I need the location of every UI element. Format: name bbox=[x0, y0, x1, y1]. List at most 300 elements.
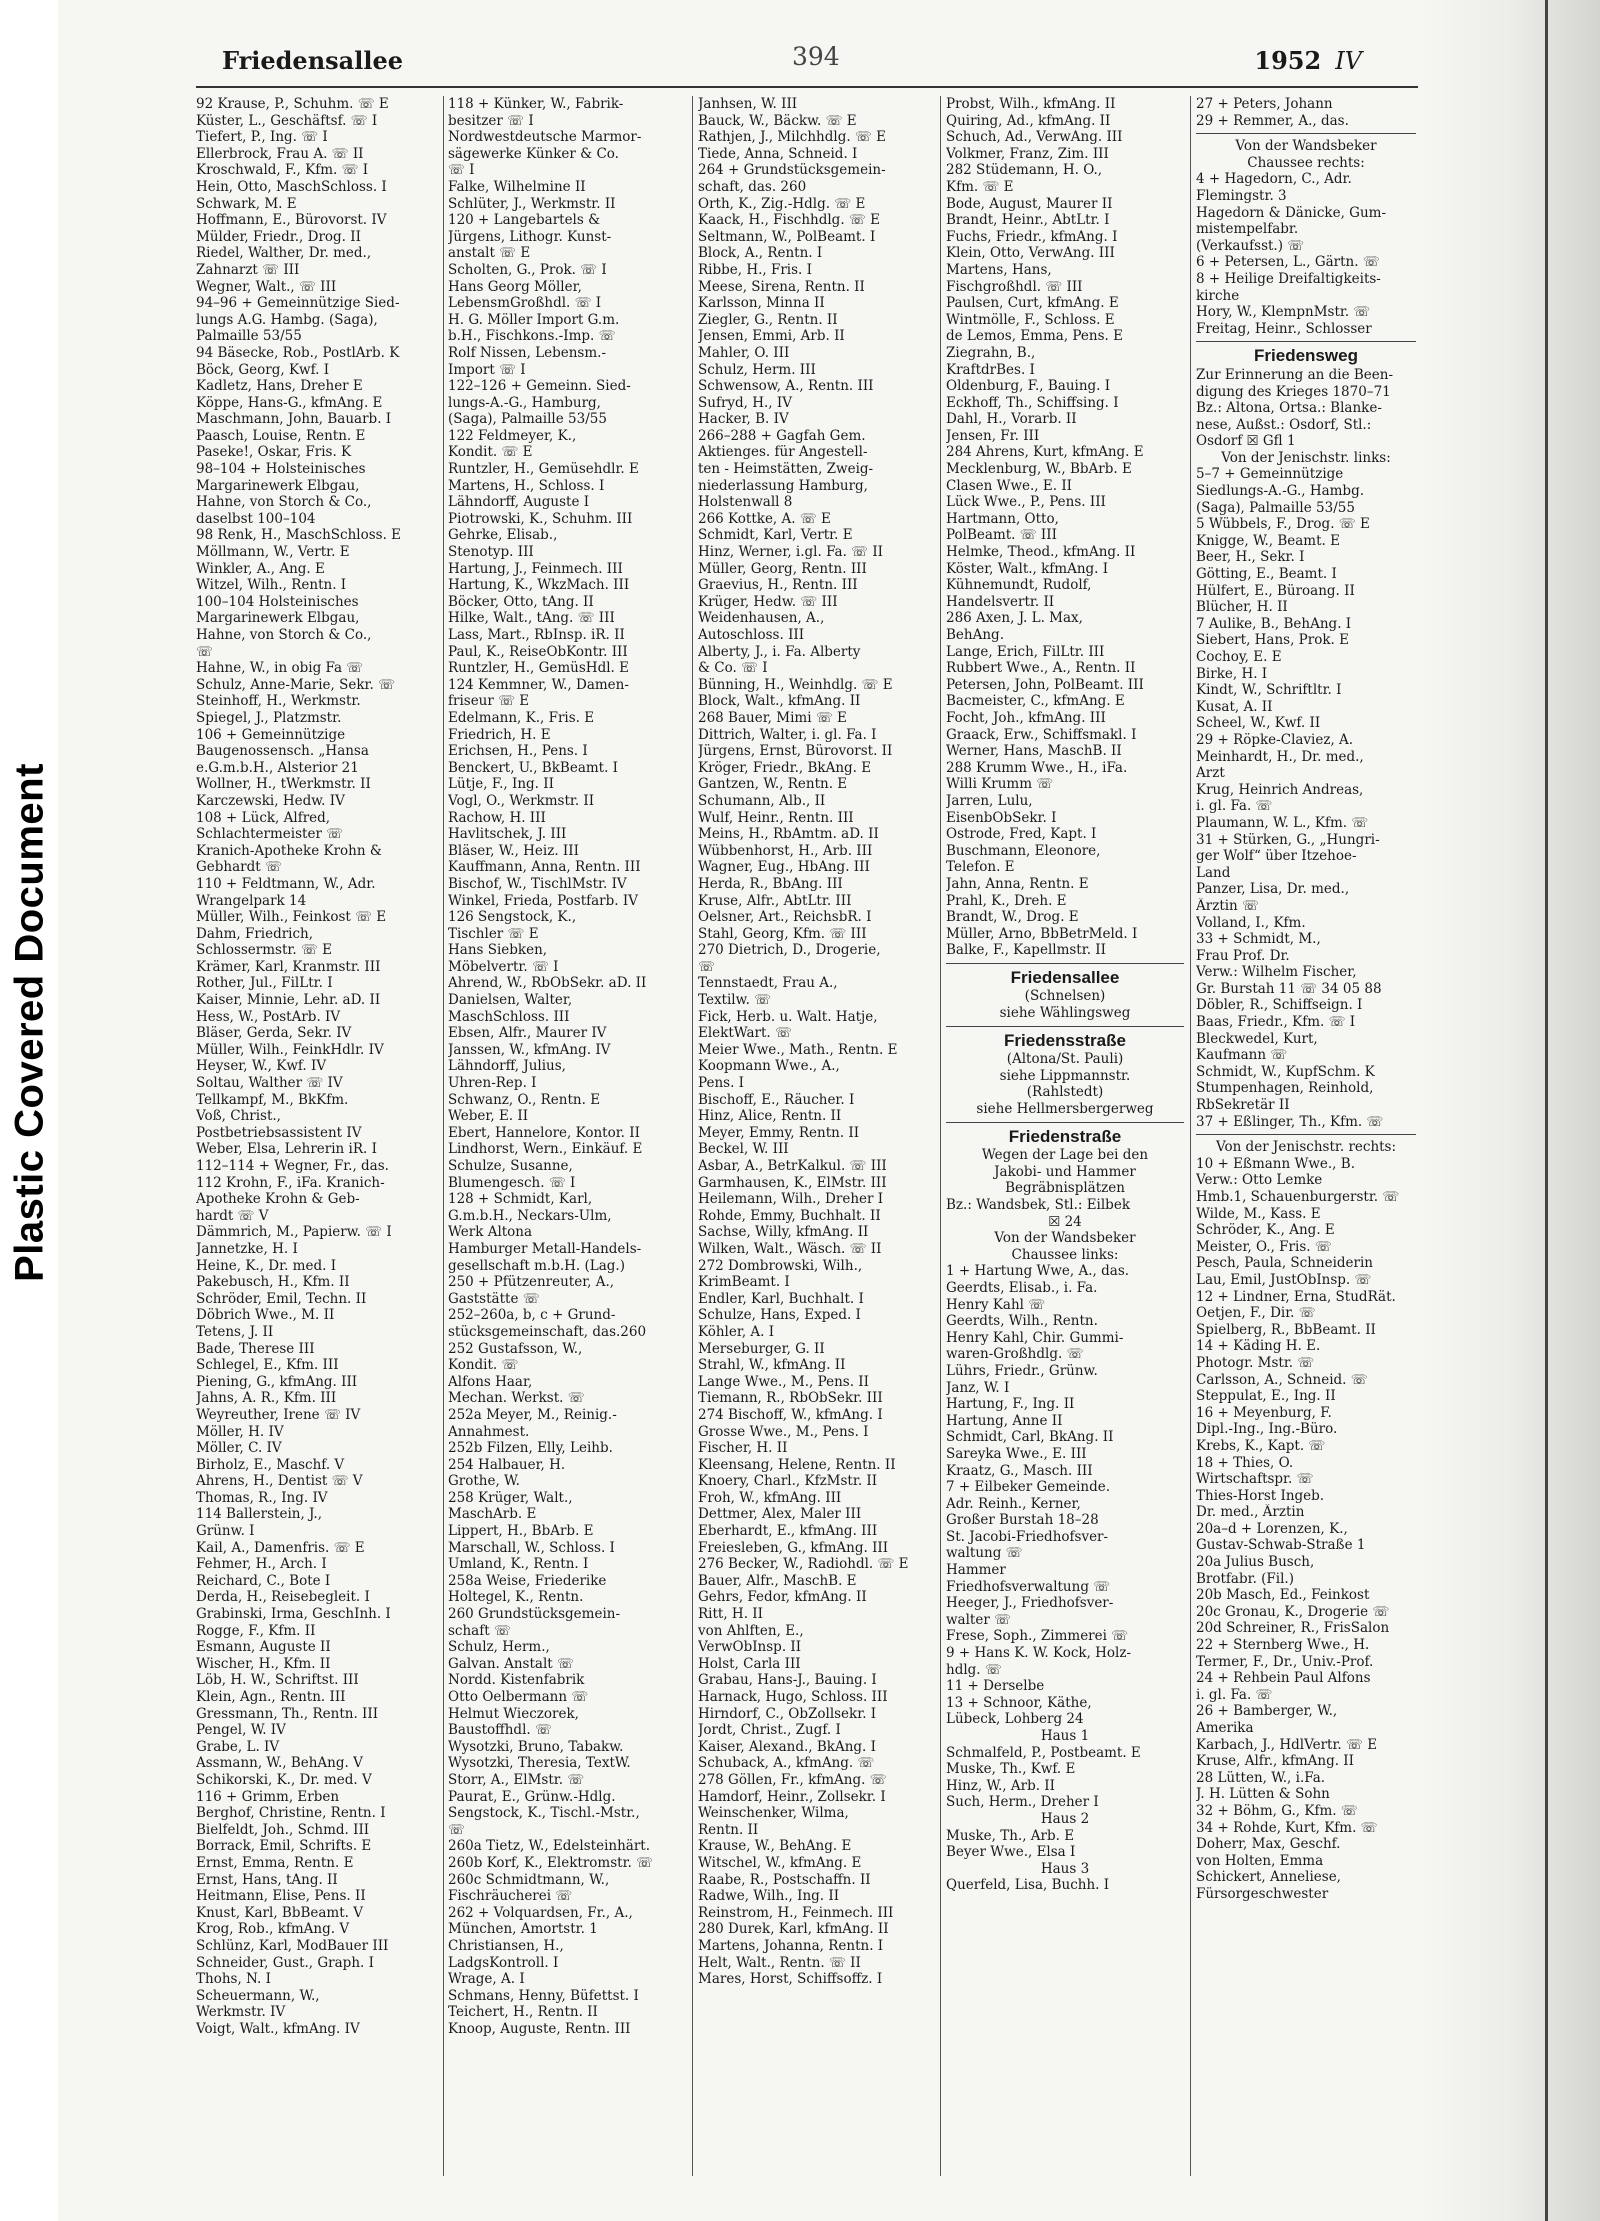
house-number-entry: 20a Julius Busch, bbox=[1196, 1554, 1315, 1571]
resident-entry: Christiansen, H., bbox=[448, 1937, 564, 1954]
resident-entry: Buschmann, Eleonore, bbox=[946, 842, 1101, 859]
resident-entry: Geerdts, Elisab., i. Fa. bbox=[946, 1279, 1098, 1296]
edition-volume: IV bbox=[1335, 47, 1362, 75]
resident-entry: Wilken, Walt., Wäsch. ☏ II bbox=[698, 1240, 882, 1257]
resident-entry: ☏ bbox=[698, 958, 715, 975]
resident-entry: Hartung, K., WkzMach. III bbox=[448, 577, 630, 594]
resident-entry: Hmb.1, Schauenburgerstr. ☏ bbox=[1196, 1189, 1400, 1205]
resident-entry: Möbelvertr. ☏ I bbox=[448, 958, 559, 975]
resident-entry: Apotheke Krohn & Geb- bbox=[196, 1191, 360, 1208]
house-number-entry: 268 Bauer, Mimi ☏ E bbox=[698, 709, 847, 726]
resident-entry: Grosse Wwe., M., Pens. I bbox=[698, 1423, 869, 1440]
resident-entry: Weyreuther, Irene ☏ IV bbox=[196, 1406, 361, 1423]
resident-entry: Dahm, Friedrich, bbox=[196, 925, 314, 942]
resident-entry: Pakebusch, H., Kfm. II bbox=[196, 1274, 350, 1291]
resident-entry: VerwObInsp. II bbox=[698, 1639, 802, 1656]
resident-entry: Lührs, Friedr., Grünw. bbox=[946, 1362, 1098, 1379]
resident-entry: Kfm. ☏ E bbox=[946, 178, 1014, 195]
resident-entry: mistempelfabr. bbox=[1196, 221, 1299, 238]
house-number-entry: 114 Ballerstein, J., bbox=[196, 1506, 322, 1523]
resident-entry: Rachow, H. III bbox=[448, 809, 546, 826]
resident-entry: (Saga), Palmaille 53/55 bbox=[1196, 499, 1355, 516]
resident-entry: Lähndorff, Julius, bbox=[448, 1058, 566, 1075]
resident-entry: Kondit. ☏ bbox=[448, 1357, 519, 1374]
page-header bbox=[222, 42, 1362, 82]
resident-entry: hardt ☏ V bbox=[196, 1207, 269, 1224]
resident-entry: Wulf, Heinr., Rentn. III bbox=[698, 809, 854, 826]
resident-entry: Fick, Herb. u. Walt. Hatje, bbox=[698, 1008, 878, 1025]
resident-entry: KraftdrBes. I bbox=[946, 361, 1035, 378]
resident-entry: Block, A., Rentn. I bbox=[698, 245, 823, 262]
house-number-entry: 1 + Hartung Wwe, A., das. bbox=[946, 1263, 1130, 1280]
house-number-entry: 29 + Röpke-Claviez, A. bbox=[1196, 731, 1354, 748]
resident-entry: Rohde, Emmy, Buchhalt. II bbox=[698, 1207, 881, 1224]
resident-entry: Baustoffhdl. ☏ bbox=[448, 1722, 552, 1739]
house-number-entry: 110 + Feldtmann, W., Adr. bbox=[196, 875, 376, 892]
resident-entry: Stahl, Georg, Kfm. ☏ III bbox=[698, 925, 867, 942]
resident-entry: Schuch, Ad., VerwAng. III bbox=[946, 129, 1123, 146]
house-number-entry: 10 + Eßmann Wwe., B. bbox=[1196, 1155, 1355, 1172]
resident-entry: Fuchs, Friedr., kfmAng. I bbox=[946, 228, 1118, 245]
resident-entry: Heyser, W., Kwf. IV bbox=[196, 1058, 327, 1075]
resident-entry: Schickert, Anneliese, bbox=[1196, 1869, 1341, 1886]
house-number-entry: 276 Becker, W., Radiohdl. ☏ E bbox=[698, 1556, 909, 1573]
resident-entry: Meister, O., Fris. ☏ bbox=[1196, 1238, 1332, 1255]
resident-entry: (Saga), Palmaille 53/55 bbox=[448, 411, 607, 428]
document-sidebar bbox=[0, 0, 58, 2221]
resident-entry: Zur Erinnerung an die Been- bbox=[1196, 366, 1394, 383]
resident-entry: Holstenwall 8 bbox=[698, 494, 793, 511]
section-note: Chaussee links: bbox=[1011, 1246, 1119, 1263]
resident-entry: Block, Walt., kfmAng. II bbox=[698, 693, 861, 710]
resident-entry: Kaack, H., Fischhdlg. ☏ E bbox=[698, 212, 880, 229]
resident-entry: Kusat, A. II bbox=[1196, 698, 1273, 715]
resident-entry: EisenbObSekr. I bbox=[946, 809, 1057, 826]
house-number-entry: 266–288 + Gagfah Gem. bbox=[698, 427, 866, 444]
resident-entry: Köster, Walt., kfmAng. I bbox=[946, 560, 1109, 577]
section-note: Haus 3 bbox=[1040, 1860, 1090, 1877]
house-number-entry: 258a Weise, Friederike bbox=[448, 1572, 607, 1589]
resident-entry: Hammer bbox=[946, 1562, 1006, 1579]
resident-entry: Annahmest. bbox=[448, 1423, 530, 1440]
resident-entry: Fehmer, H., Arch. I bbox=[196, 1556, 327, 1573]
resident-entry: Meyer, Emmy, Rentn. II bbox=[698, 1124, 860, 1141]
resident-entry: Scheel, W., Kwf. II bbox=[1196, 715, 1321, 732]
resident-entry: Erichsen, H., Pens. I bbox=[448, 743, 588, 760]
resident-entry: Hartung, Anne II bbox=[946, 1412, 1063, 1429]
resident-entry: Gehrs, Fedor, kfmAng. II bbox=[698, 1589, 867, 1606]
resident-entry: Postbetriebsassistent IV bbox=[196, 1124, 362, 1141]
resident-entry: Oldenburg, F., Bauing. I bbox=[946, 378, 1111, 395]
resident-entry: Ernst, Hans, tAng. II bbox=[196, 1871, 338, 1888]
resident-entry: Thohs, N. I bbox=[196, 1971, 271, 1988]
resident-entry: Clasen Wwe., E. II bbox=[946, 477, 1072, 494]
resident-entry: Krug, Heinrich Andreas, bbox=[1196, 781, 1364, 798]
resident-entry: Jensen, Emmi, Arb. II bbox=[698, 328, 845, 345]
resident-entry: Wagner, Eug., HbAng. III bbox=[698, 859, 870, 876]
resident-entry: Stumpenhagen, Reinhold, bbox=[1196, 1080, 1374, 1097]
house-number-entry: 7 + Eilbeker Gemeinde. bbox=[946, 1479, 1111, 1496]
resident-entry: Koopmann Wwe., A., bbox=[698, 1058, 840, 1075]
resident-entry: Hahne, von Storch & Co., bbox=[196, 494, 372, 511]
section-rule bbox=[946, 963, 1184, 964]
section-rule bbox=[1196, 1134, 1416, 1135]
resident-entry: Ostrode, Fred, Kapt. I bbox=[946, 826, 1097, 843]
house-number-entry: 20a–d + Lorenzen, K., bbox=[1196, 1520, 1348, 1537]
section-note: Von der Jenischstr. links: bbox=[1221, 449, 1391, 466]
house-number-entry: 250 + Pfützenreuter, A., bbox=[448, 1274, 615, 1291]
resident-entry: Textilw. ☏ bbox=[698, 992, 772, 1009]
resident-entry: Dittrich, Walter, i. gl. Fa. I bbox=[698, 726, 877, 743]
resident-entry: Hamburger Metall-Handels- bbox=[448, 1240, 642, 1257]
resident-entry: Dr. med., Ärztin bbox=[1196, 1504, 1305, 1521]
resident-entry: Reichard, C., Bote I bbox=[196, 1572, 331, 1589]
resident-entry: Uhren-Rep. I bbox=[448, 1075, 537, 1092]
resident-entry: Maschmann, John, Bauarb. I bbox=[196, 411, 392, 428]
resident-entry: Dettmer, Alex, Maler III bbox=[698, 1506, 862, 1523]
resident-entry: Lass, Mart., RbInsp. iR. II bbox=[448, 627, 625, 643]
section-note: Von der Wandsbeker bbox=[994, 1230, 1136, 1247]
resident-entry: Meese, Sirena, Rentn. II bbox=[698, 278, 865, 295]
resident-entry: Schulz, Herm., bbox=[448, 1639, 550, 1656]
resident-entry: Schuback, A., kfmAng. ☏ bbox=[698, 1755, 875, 1772]
resident-entry: Hoffmann, E., Bürovorst. IV bbox=[196, 212, 387, 229]
resident-entry: Wilde, M., Kass. E bbox=[1196, 1205, 1321, 1222]
column-divider bbox=[940, 96, 941, 2176]
house-number-entry: 270 Dietrich, D., Drogerie, bbox=[698, 942, 881, 959]
resident-entry: Heine, K., Dr. med. I bbox=[196, 1257, 337, 1274]
resident-entry: Bünning, H., Weinhdlg. ☏ E bbox=[698, 676, 893, 693]
resident-entry: Prahl, K., Dreh. E bbox=[946, 892, 1067, 909]
resident-entry: Grabau, Hans-J., Bauing. I bbox=[698, 1672, 877, 1689]
resident-entry: Holst, Carla III bbox=[698, 1655, 801, 1672]
resident-entry: gesellschaft m.b.H. (Lag.) bbox=[448, 1257, 625, 1274]
directory-column-3 bbox=[698, 96, 934, 2201]
resident-entry: Schumann, Alb., II bbox=[698, 792, 826, 809]
resident-entry: BehAng. bbox=[946, 627, 1004, 643]
resident-entry: Gaststätte ☏ bbox=[448, 1290, 540, 1307]
house-number-entry: 124 Kemmner, W., Damen- bbox=[448, 676, 629, 693]
resident-entry: Müller, Georg, Rentn. III bbox=[698, 560, 867, 577]
resident-entry: Palmaille 53/55 bbox=[196, 328, 302, 345]
resident-entry: Lange, Erich, FilLtr. III bbox=[946, 643, 1105, 660]
resident-entry: Weber, E. II bbox=[448, 1108, 529, 1125]
resident-entry: Carlsson, A., Schneid. ☏ bbox=[1196, 1371, 1368, 1388]
resident-entry: Autoschloss. III bbox=[698, 627, 805, 643]
house-number-entry: 18 + Thies, O. bbox=[1196, 1454, 1294, 1471]
house-number-entry: 266 Kottke, A. ☏ E bbox=[698, 510, 831, 527]
house-number-entry: 11 + Derselbe bbox=[946, 1678, 1045, 1695]
section-note: (Altona/St. Pauli) bbox=[1006, 1051, 1124, 1068]
section-note: (Rahlstedt) bbox=[1026, 1084, 1104, 1101]
resident-entry: Müller, Wilh., Feinkost ☏ E bbox=[196, 909, 387, 926]
resident-entry: Spielberg, R., BbBeamt. II bbox=[1196, 1321, 1376, 1338]
resident-entry: ten - Heimstätten, Zweig- bbox=[698, 461, 874, 478]
resident-entry: Hory, W., KlempnMstr. ☏ bbox=[1196, 304, 1371, 321]
resident-entry: Benckert, U., BkBeamt. I bbox=[448, 759, 619, 776]
resident-entry: Zahnarzt ☏ III bbox=[196, 261, 300, 278]
resident-entry: Kraatz, G., Masch. III bbox=[946, 1462, 1093, 1479]
resident-entry: Lübeck, Lohberg 24 bbox=[946, 1711, 1084, 1728]
resident-entry: Holtegel, K., Rentn. bbox=[448, 1589, 584, 1606]
resident-entry: Tetens, J. II bbox=[196, 1323, 274, 1340]
directory-column-1 bbox=[196, 96, 436, 2201]
house-number-entry: 20d Schreiner, R., FrisSalon bbox=[1196, 1620, 1390, 1637]
resident-entry: Bläser, Gerda, Sekr. IV bbox=[196, 1025, 352, 1042]
resident-entry: Derda, H., Reisebegleit. I bbox=[196, 1589, 370, 1606]
resident-entry: Kranich-Apotheke Krohn & bbox=[196, 842, 382, 859]
resident-entry: Witschel, W., kfmAng. E bbox=[698, 1854, 862, 1871]
section-rule bbox=[1196, 341, 1416, 342]
resident-entry: Galvan. Anstalt ☏ bbox=[448, 1655, 574, 1672]
resident-entry: Alfons Haar, bbox=[448, 1373, 533, 1390]
resident-entry: Eckhoff, Th., Schiffsing. I bbox=[946, 394, 1119, 411]
resident-entry: Termer, F., Dr., Univ.-Prof. bbox=[1196, 1653, 1374, 1670]
resident-entry: Hans Siebken, bbox=[448, 942, 548, 959]
house-number-entry: 94 Bäsecke, Rob., PostlArb. K bbox=[196, 344, 400, 361]
resident-entry: Assmann, W., BehAng. V bbox=[196, 1755, 363, 1772]
resident-entry: Jensen, Fr. III bbox=[946, 427, 1040, 444]
resident-entry: Seltmann, W., PolBeamt. I bbox=[698, 228, 876, 245]
resident-entry: Frese, Soph., Zimmerei ☏ bbox=[946, 1628, 1129, 1645]
house-number-entry: 112–114 + Wegner, Fr., das. bbox=[196, 1158, 389, 1174]
resident-entry: PolBeamt. ☏ III bbox=[946, 527, 1057, 544]
resident-entry: Mares, Horst, Schiffsoffz. I bbox=[698, 1971, 883, 1988]
resident-entry: Arzt bbox=[1196, 765, 1225, 782]
resident-entry: Such, Herm., Dreher I bbox=[946, 1794, 1099, 1811]
resident-entry: Blücher, H. II bbox=[1196, 599, 1288, 616]
resident-entry: Paul, K., ReiseObKontr. III bbox=[448, 643, 628, 660]
resident-entry: Marschall, W., Schloss. I bbox=[448, 1539, 615, 1556]
resident-entry: Pesch, Paula, Schneiderin bbox=[1196, 1255, 1374, 1272]
resident-entry: Götting, E., Beamt. I bbox=[1196, 566, 1337, 583]
house-number-entry: 254 Halbauer, H. bbox=[448, 1456, 566, 1473]
resident-entry: Schulze, Susanne, bbox=[448, 1158, 573, 1174]
resident-entry: von Holten, Emma bbox=[1196, 1852, 1324, 1869]
resident-entry: Eberhardt, E., kfmAng. III bbox=[698, 1523, 878, 1540]
house-number-entry: 37 + Eßlinger, Th., Kfm. ☏ bbox=[1196, 1113, 1384, 1130]
resident-entry: Ärztin ☏ bbox=[1196, 897, 1259, 914]
resident-entry: Jahn, Anna, Rentn. E bbox=[946, 875, 1089, 892]
resident-entry: Karlsson, Minna II bbox=[698, 295, 825, 312]
resident-entry: Kail, A., Damenfris. ☏ E bbox=[196, 1539, 365, 1556]
resident-entry: Rother, Jul., FilLtr. I bbox=[196, 975, 333, 992]
resident-entry: Runtzler, H., Gemüsehdlr. E bbox=[448, 461, 639, 478]
resident-entry: Schneider, Gust., Graph. I bbox=[196, 1954, 374, 1971]
resident-entry: Dahl, H., Vorarb. II bbox=[946, 411, 1077, 428]
resident-entry: Tischler ☏ E bbox=[448, 925, 539, 942]
resident-entry: Tiede, Anna, Schneid. I bbox=[698, 145, 858, 162]
resident-entry: Köppe, Hans-G., kfmAng. E bbox=[196, 394, 383, 411]
resident-entry: Tiefert, P., Ing. ☏ I bbox=[196, 129, 328, 146]
resident-entry: Querfeld, Lisa, Buchh. I bbox=[946, 1877, 1110, 1894]
resident-entry: Pens. I bbox=[698, 1075, 745, 1092]
resident-entry: Wysotzki, Bruno, Tabakw. bbox=[448, 1738, 624, 1755]
house-number-entry: 122–126 + Gemeinn. Sied- bbox=[448, 378, 631, 395]
house-number-entry: 260a Tietz, W., Edelsteinhärt. bbox=[448, 1838, 650, 1855]
house-number-entry: 6 + Petersen, L., Gärtn. ☏ bbox=[1196, 254, 1380, 271]
resident-entry: Bielfeldt, Joh., Schmd. III bbox=[196, 1821, 370, 1838]
resident-entry: Hirndorf, C., ObZollsekr. I bbox=[698, 1705, 877, 1722]
resident-entry: Friedrich, H. E bbox=[448, 726, 551, 743]
resident-entry: Martens, H., Schloss. I bbox=[448, 477, 605, 494]
resident-entry: Siebert, Hans, Prok. E bbox=[1196, 632, 1349, 649]
resident-entry: Telefon. E bbox=[946, 859, 1015, 876]
resident-entry: Werk Altona bbox=[448, 1224, 533, 1241]
resident-entry: Freitag, Heinr., Schlosser bbox=[1196, 320, 1372, 337]
resident-entry: Schröder, Emil, Techn. II bbox=[196, 1290, 367, 1307]
house-number-entry: 108 + Lück, Alfred, bbox=[196, 809, 331, 826]
resident-entry: Soltau, Walther ☏ IV bbox=[196, 1075, 343, 1092]
house-number-entry: 272 Dombrowski, Wilh., bbox=[698, 1257, 863, 1274]
resident-entry: Hagedorn & Dänicke, Gum- bbox=[1196, 204, 1387, 221]
resident-entry: Brotfabr. (Fil.) bbox=[1196, 1570, 1294, 1587]
resident-entry: Bleckwedel, Kurt, bbox=[1196, 1030, 1318, 1047]
house-number-entry: 31 + Stürken, G., „Hungri- bbox=[1196, 831, 1380, 848]
resident-entry: Verw.: Otto Lemke bbox=[1196, 1172, 1323, 1189]
section-rule bbox=[946, 1026, 1184, 1027]
resident-entry: Kaufmann ☏ bbox=[1196, 1047, 1288, 1064]
resident-entry: Schwensow, A., Rentn. III bbox=[698, 378, 874, 395]
resident-entry: Helt, Walt., Rentn. ☏ II bbox=[698, 1954, 861, 1971]
resident-entry: Reinstrom, H., Feinmech. III bbox=[698, 1904, 894, 1921]
resident-entry: Weinschenker, Wilma, bbox=[698, 1805, 849, 1822]
resident-entry: Möller, C. IV bbox=[196, 1440, 282, 1457]
house-number-entry: 116 + Grimm, Erben bbox=[196, 1788, 340, 1805]
resident-entry: Gehrke, Elisab., bbox=[448, 527, 558, 544]
resident-entry: Hahne, W., in obig Fa ☏ bbox=[196, 660, 364, 677]
resident-entry: Nordwestdeutsche Marmor- bbox=[448, 129, 642, 146]
resident-entry: Verw.: Wilhelm Fischer, bbox=[1196, 964, 1357, 981]
resident-entry: Schmidt, Carl, BkAng. II bbox=[946, 1429, 1114, 1446]
house-number-entry: 128 + Schmidt, Karl, bbox=[448, 1191, 593, 1208]
resident-entry: Hinz, Alice, Rentn. II bbox=[698, 1108, 842, 1125]
resident-entry: Kroschwald, F., Kfm. ☏ I bbox=[196, 162, 369, 179]
resident-entry: Ernst, Emma, Rentn. E bbox=[196, 1854, 354, 1871]
resident-entry: ☏ bbox=[448, 1821, 465, 1838]
resident-entry: Martens, Johanna, Rentn. I bbox=[698, 1937, 884, 1954]
resident-entry: Bischoff, E., Räucher. I bbox=[698, 1091, 855, 1108]
resident-entry: Tennstaedt, Frau A., bbox=[698, 975, 838, 992]
resident-entry: Voigt, Walt., kfmAng. IV bbox=[196, 2020, 360, 2037]
resident-entry: Ziegrahn, B., bbox=[946, 344, 1036, 361]
resident-entry: Grabinski, Irma, GeschInh. I bbox=[196, 1606, 391, 1623]
resident-entry: Gebhardt ☏ bbox=[196, 859, 282, 876]
house-number-entry: 252b Filzen, Elly, Leihb. bbox=[448, 1440, 613, 1457]
resident-entry: Heitmann, Elise, Pens. II bbox=[196, 1888, 366, 1905]
directory-column-4 bbox=[946, 96, 1184, 2201]
house-number-entry: 286 Axen, J. L. Max, bbox=[946, 610, 1083, 627]
resident-entry: Rolf Nissen, Lebensm.- bbox=[448, 344, 607, 361]
resident-entry: Pengel, W. IV bbox=[196, 1722, 286, 1739]
resident-entry: Steinhoff, H., Werkmstr. bbox=[196, 693, 361, 710]
resident-entry: Ahrens, H., Dentist ☏ V bbox=[196, 1473, 363, 1490]
resident-entry: G.m.b.H., Neckars-Ulm, bbox=[448, 1207, 612, 1224]
resident-entry: Paasch, Louise, Rentn. E bbox=[196, 427, 366, 444]
resident-entry: Alberty, J., i. Fa. Alberty bbox=[698, 643, 861, 660]
resident-entry: Ziegler, G., Rentn. II bbox=[698, 311, 838, 328]
house-number-entry: 112 Krohn, F., iFa. Kranich- bbox=[196, 1174, 385, 1191]
resident-entry: Krüger, Hedw. ☏ III bbox=[698, 593, 838, 610]
resident-entry: Schmans, Henny, Büfettst. I bbox=[448, 1987, 639, 2004]
resident-entry: Döbler, R., Schiffseign. I bbox=[1196, 997, 1363, 1014]
resident-entry: (Verkaufsst.) ☏ bbox=[1196, 237, 1305, 254]
resident-entry: Gantzen, W., Rentn. E bbox=[698, 776, 848, 793]
resident-entry: Runtzler, H., GemüsHdl. E bbox=[448, 660, 629, 677]
resident-entry: Paseke!, Oskar, Fris. K bbox=[196, 444, 352, 461]
resident-entry: Grünw. I bbox=[196, 1523, 255, 1540]
resident-entry: Ahrend, W., RbObSekr. aD. II bbox=[448, 975, 647, 992]
resident-entry: Margarinewerk Elbgau, bbox=[196, 477, 360, 494]
section-note: (Schnelsen) bbox=[1024, 988, 1106, 1005]
resident-entry: Bode, August, Maurer II bbox=[946, 195, 1113, 212]
resident-entry: LebensmGroßhdl. ☏ I bbox=[448, 295, 602, 312]
house-number-entry: 16 + Meyenburg, F. bbox=[1196, 1404, 1332, 1421]
resident-entry: daselbst 100–104 bbox=[196, 510, 316, 527]
resident-entry: Schmidt, Karl, Vertr. E bbox=[698, 527, 853, 544]
resident-entry: RbSekretär II bbox=[1196, 1097, 1290, 1114]
resident-entry: Hacker, B. IV bbox=[698, 411, 789, 428]
resident-entry: Winkler, A., Ang. E bbox=[196, 560, 325, 577]
resident-entry: Schwark, M. E bbox=[196, 195, 297, 212]
house-number-entry: 5 Wübbels, F., Drog. ☏ E bbox=[1196, 516, 1370, 533]
section-note: Begräbnisplätzen bbox=[1005, 1180, 1125, 1197]
resident-entry: Löb, H. W., Schriftst. III bbox=[196, 1672, 359, 1689]
resident-entry: KrimBeamt. I bbox=[698, 1274, 790, 1291]
resident-entry: b.H., Fischkons.-Imp. ☏ bbox=[448, 328, 616, 345]
resident-entry: ger Wolf“ über Itzehoe- bbox=[1196, 848, 1357, 865]
resident-entry: Heilemann, Wilh., Dreher I bbox=[698, 1191, 884, 1208]
resident-entry: St. Jacobi-Friedhofsver- bbox=[946, 1528, 1109, 1545]
section-note: siehe Lippmannstr. bbox=[999, 1067, 1131, 1084]
resident-entry: Plaumann, W. L., Kfm. ☏ bbox=[1196, 814, 1369, 831]
resident-entry: Karbach, J., HdlVertr. ☏ E bbox=[1196, 1736, 1378, 1753]
resident-entry: Köhler, A. I bbox=[698, 1323, 775, 1340]
resident-entry: Aktienges. für Angestell- bbox=[698, 444, 868, 461]
resident-entry: Jahns, A. R., Kfm. III bbox=[196, 1390, 337, 1407]
house-number-entry: 122 Feldmeyer, K., bbox=[448, 427, 577, 444]
house-number-entry: 14 + Käding H. E. bbox=[1196, 1338, 1321, 1355]
resident-entry: lungs A.G. Hambg. (Saga), bbox=[196, 311, 378, 328]
house-number-entry: 92 Krause, P., Schuhm. ☏ E bbox=[196, 96, 389, 112]
resident-entry: Merseburger, G. II bbox=[698, 1340, 825, 1357]
resident-entry: Handelsvertr. II bbox=[946, 593, 1055, 610]
section-note: Wegen der Lage bei den bbox=[981, 1147, 1149, 1164]
resident-entry: Wysotzki, Theresia, TextW. bbox=[448, 1755, 631, 1772]
resident-entry: MaschSchloss. III bbox=[448, 1008, 570, 1025]
resident-entry: Hartmann, Otto, bbox=[946, 510, 1059, 527]
page-number: 394 bbox=[792, 42, 840, 71]
resident-entry: Sufryd, H., IV bbox=[698, 394, 792, 411]
resident-entry: Orth, K., Zig.-Hdlg. ☏ E bbox=[698, 195, 866, 212]
street-section-title: Friedensallee bbox=[1010, 967, 1120, 987]
resident-entry: Bacmeister, C., kfmAng. E bbox=[946, 693, 1125, 710]
resident-entry: Graevius, H., Rentn. III bbox=[698, 577, 858, 594]
resident-entry: Margarinewerk Elbgau, bbox=[196, 610, 360, 627]
resident-entry: lungs-A.-G., Hamburg, bbox=[448, 394, 601, 411]
plastic-covered-label: Plastic Covered Document bbox=[7, 763, 52, 1282]
section-note: siehe Hellmersbergerweg bbox=[976, 1101, 1154, 1118]
resident-entry: LadgsKontroll. I bbox=[448, 1954, 559, 1971]
resident-entry: nese, Außst.: Osdorf, Stl.: bbox=[1196, 416, 1372, 433]
resident-entry: Edelmann, K., Fris. E bbox=[448, 709, 595, 726]
edition-year: 1952 bbox=[1254, 46, 1322, 75]
resident-entry: Bade, Therese III bbox=[196, 1340, 315, 1357]
resident-entry: Martens, Hans, bbox=[946, 261, 1052, 278]
house-number-entry: 27 + Peters, Johann bbox=[1196, 96, 1333, 112]
house-number-entry: 120 + Langebartels & bbox=[448, 212, 601, 229]
resident-entry: Rubbert Wwe., A., Rentn. II bbox=[946, 660, 1136, 677]
